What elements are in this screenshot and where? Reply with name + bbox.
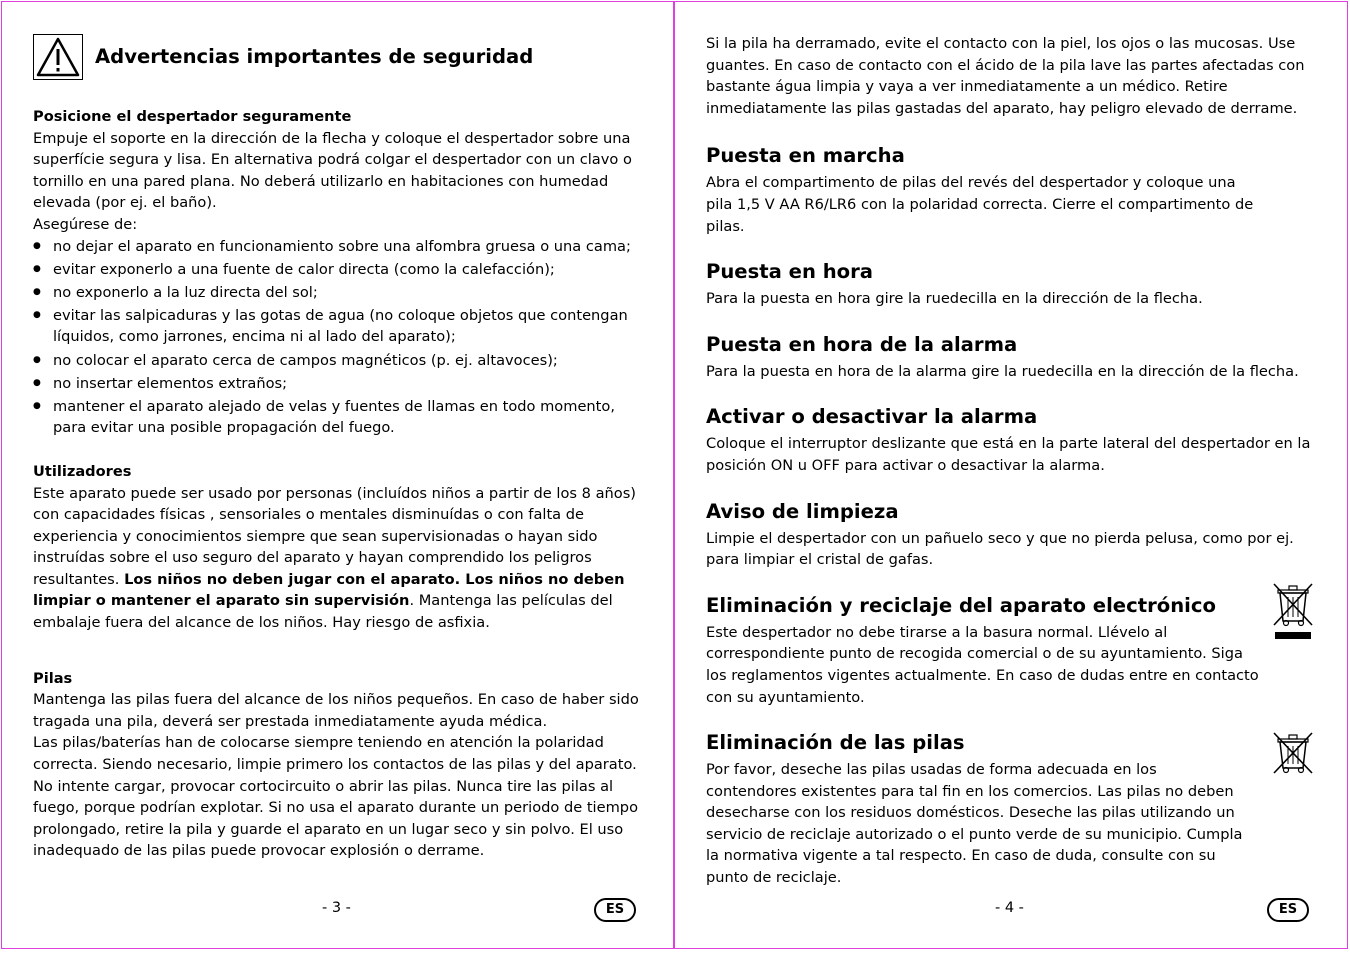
crossed-bin-battery-icon — [1272, 730, 1314, 776]
section-text-body: Por favor, deseche las pilas usadas de forma adecuada en los contendores existentes para tal fin en los comercios. Las pilas no deben desecharse con los residuos domésticos. Deseche las pilas utilizando un servicio de reciclaje autorizado o el punto verde de su municipio. Cumpla la normativa vigente a tal respecto. En caso de duda, consulte con su punto de reciclaje. — [706, 761, 1243, 887]
section-title: Puesta en marcha — [706, 144, 905, 168]
users-warning: Los niños no deben jugar con el aparato. Los niños no deben limpiar o mantener el aparato sin supervisión — [33, 570, 625, 610]
users-text-2: . Mantenga las películas del embalaje fuera del alcance de los niños. Hay riesgo de asfixia. — [33, 592, 613, 632]
position-heading: Posicione el despertador seguramente — [33, 108, 352, 125]
list-item: ● no dejar el aparato en funcionamiento sobre una alfombra gruesa o una cama; — [53, 236, 645, 258]
section-text: Coloque el interruptor deslizante que está en la parte lateral del despertador en la posición ON u OFF para activar o desactivar la alarma. — [706, 435, 1311, 474]
warning-triangle-icon — [33, 34, 83, 80]
section-title: Eliminación y reciclaje del aparato electrónico — [706, 593, 1216, 617]
section-text: Limpie el despertador con un pañuelo seco y que no pierda pelusa, como por ej. para limpiar el cristal de gafas. — [706, 529, 1294, 569]
list-item: ● evitar las salpicaduras y las gotas de agua (no coloque objetos que contengan líquidos, como jarrones, encima ni al lado del aparato); — [53, 305, 645, 348]
section-text: Para la puesta en hora de la alarma gire la ruedecilla en la dirección de la flecha. — [706, 362, 1299, 380]
users-text — [33, 483, 645, 634]
left-column — [33, 32, 645, 862]
section-battery-disposal — [706, 730, 1318, 889]
section-title: Activar o desactivar la alarma — [706, 405, 1038, 429]
list-item: ● evitar exponerlo a una fuente de calor directa (como la calefacción); — [53, 259, 645, 281]
users-heading: Utilizadores — [33, 462, 132, 480]
section-title: Puesta en hora — [706, 260, 874, 284]
section-text: Este despertador no debe tirarse a la basura normal. Llévelo al correspondiente punto de recogida comercial o de su ayuntamiento. Siga los reglamentos vigentes actualmente. En caso de dudas entre en contacto con su ayuntamiento. — [706, 623, 1259, 706]
list-item: ● no insertar elementos extraños; — [53, 373, 645, 395]
section-title: Eliminación de las pilas — [706, 731, 965, 755]
list-item: ● no exponerlo a la luz directa del sol; — [53, 282, 645, 304]
section-title: Aviso de limpieza — [706, 499, 899, 523]
section-start-up — [706, 143, 1318, 237]
section-time-setting — [706, 259, 1318, 310]
section-alarm-toggle — [706, 404, 1318, 476]
language-badge-right: ES — [1267, 898, 1309, 922]
batteries-heading: Pilas — [33, 669, 73, 687]
battery-leak-text: Si la pila ha derramado, evite el contacto con la piel, los ojos o las mucosas. Use guantes. En caso de contacto con el ácido de la pila lave las partes afectadas con bastante água limpia y vaya a ver inmediatamente a un médico. Retire inmediatamente las pilas gastadas del aparato, hay peligro elevado de derrame. — [706, 35, 1305, 117]
page-title: Advertencias importantes de seguridad — [95, 45, 534, 68]
batteries-text-2: Las pilas/baterías han de colocarse siempre teniendo en atención la polaridad correcta. Siendo necesario, limpie primero los contactos de las pilas y del aparato. No intente cargar, provocar cortocircuito o abrir las pilas. Nunca tire las pilas al fuego, porque podrían explotar. Si no usa el aparato durante un periodo de tiempo prolongado, retire la pila y guarde el aparato en un lugar seco y sin polvo. El uso inadequado de las pilas puede provocar explosión o derrame. — [33, 734, 638, 860]
batteries-text-1: Mantenga las pilas fuera del alcance de los niños pequeños. En caso de haber sido tragada una pila, deverá ser prestada inmediatamente ayuda médica. — [33, 691, 639, 730]
page-number-right: - 4 - — [995, 900, 1024, 916]
users-text-1: Este aparato puede ser usado por personas (incluídos niños a partir de los 8 años) con capacidades físicas , sensoriales o mentales disminuídas o con falta de experiencia y conocimientos siempre que sean supervisionadas o hayan sido instruídas sobre el uso seguro del aparato y hayan comprendido los peligros resultantes. — [33, 484, 636, 588]
page-left — [1, 1, 674, 949]
language-badge-left: ES — [594, 898, 636, 922]
ensure-label: Asegúrese de: — [33, 215, 138, 233]
safety-header — [33, 32, 645, 82]
crossed-bin-weee-icon — [1272, 581, 1314, 641]
right-column — [706, 33, 1318, 889]
section-text: Para la puesta en hora gire la ruedecilla en la dirección de la flecha. — [706, 290, 1203, 308]
section-cleaning — [706, 499, 1318, 571]
section-alarm-setting — [706, 332, 1318, 383]
page-right — [674, 1, 1348, 949]
list-item: ● no colocar el aparato cerca de campos magnéticos (p. ej. altavoces); — [53, 350, 645, 372]
section-text: Abra el compartimento de pilas del revés del despertador y coloque una pila 1,5 V AA R6/LR6 con la polaridad correcta. Cierre el compartimento de pilas. — [706, 174, 1254, 235]
page-number-left: - 3 - — [322, 900, 351, 916]
section-device-disposal — [706, 593, 1318, 708]
position-text: Empuje el soporte en la dirección de la flecha y coloque el despertador sobre una superfície segura y lisa. En alternativa podrá colgar el despertador con un clavo o tornillo en una pared plana. No deberá utilizarlo en habitaciones con humedad elevada (por ej. el baño). — [33, 129, 632, 212]
section-text — [706, 759, 1318, 889]
section-title: Puesta en hora de la alarma — [706, 332, 1018, 356]
list-item: ● mantener el aparato alejado de velas y fuentes de llamas en todo momento, para evitar una posible propagación del fuego. — [53, 396, 645, 439]
safety-list — [33, 236, 645, 439]
